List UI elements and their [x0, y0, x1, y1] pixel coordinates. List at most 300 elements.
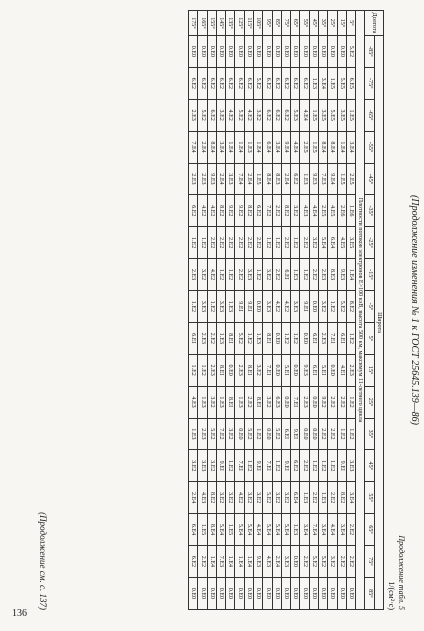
flux-value-cell: 3.E2 — [226, 482, 235, 514]
flux-value-cell: 1.E3 — [319, 482, 328, 514]
flux-value-cell: 0.E0 — [254, 291, 263, 323]
flux-value-cell: 5.E3 — [291, 99, 300, 131]
flux-value-cell: 1.E2 — [291, 227, 300, 259]
flux-value-cell: 9.E2 — [235, 195, 244, 227]
flux-value-cell: 5.E4 — [235, 514, 244, 546]
flux-value-cell: 8.E2 — [244, 195, 253, 227]
table-row — [328, 11, 337, 610]
flux-value-cell: 3.E2 — [244, 482, 253, 514]
flux-value-cell: 0.E0 — [337, 36, 346, 68]
flux-value-cell: 3.E3 — [244, 259, 253, 291]
longitude-cell: 45° — [309, 11, 318, 36]
flux-value-cell: 1.E3 — [216, 322, 225, 354]
flux-value-cell: 4.E2 — [207, 195, 216, 227]
flux-value-cell: 7.EI — [235, 450, 244, 482]
longitude-cell: 15° — [337, 11, 346, 36]
flux-value-cell: 0.E0 — [189, 36, 198, 68]
flux-value-cell: 5.E2 — [337, 291, 346, 323]
flux-value-cell: 7.E3 — [319, 163, 328, 195]
flux-value-cell: 2.E4 — [281, 163, 290, 195]
flux-value-cell: 6.E3 — [272, 386, 281, 418]
flux-value-cell: 1.E2 — [254, 259, 263, 291]
flux-value-cell: 8.E2 — [216, 195, 225, 227]
flux-value-cell: 5.E4 — [244, 514, 253, 546]
flux-value-cell: 3.E2 — [216, 482, 225, 514]
flux-value-cell: 4.EI — [337, 354, 346, 386]
flux-value-cell: 2.E2 — [272, 259, 281, 291]
flux-value-cell: 9.EI — [337, 450, 346, 482]
longitude-cell: 125° — [235, 11, 244, 36]
flux-value-cell: 6.E2 — [263, 67, 272, 99]
longitude-cell: 95° — [263, 11, 272, 36]
flux-value-cell: 9.EI — [244, 291, 253, 323]
flux-value-cell: 1.E3 — [300, 482, 309, 514]
flux-value-cell: 4.E4 — [254, 514, 263, 546]
flux-value-cell: 1.E4 — [346, 259, 355, 291]
flux-value-cell: 2.E5 — [346, 163, 355, 195]
flux-value-cell: 6.E2 — [216, 67, 225, 99]
flux-value-cell: 1.E2 — [207, 291, 216, 323]
flux-value-cell: 8.EI — [254, 386, 263, 418]
flux-value-cell: 2.E4 — [216, 163, 225, 195]
flux-value-cell: 4.E2 — [198, 195, 207, 227]
flux-value-cell: 2.E6 — [337, 195, 346, 227]
flux-value-cell: 9.EI — [235, 291, 244, 323]
flux-value-cell: 3.E5 — [319, 99, 328, 131]
flux-value-cell: 3.E2 — [328, 546, 337, 578]
table-row — [346, 11, 355, 610]
flux-value-cell: 0.E0 — [254, 36, 263, 68]
flux-value-cell: 8.EI — [226, 386, 235, 418]
longitude-cell: 75° — [281, 11, 290, 36]
flux-value-cell: 0.E0 — [198, 36, 207, 68]
latitude-header-cell: -85° — [365, 36, 374, 68]
flux-value-cell: 6.EI — [281, 418, 290, 450]
flux-value-cell: 6.E2 — [300, 67, 309, 99]
flux-value-cell: 0.E0 — [235, 36, 244, 68]
flux-value-cell: 1.E5 — [309, 99, 318, 131]
flux-value-cell: 2.E3 — [319, 259, 328, 291]
flux-value-cell: 4.E2 — [244, 99, 253, 131]
flux-value-cell: 3.E2 — [254, 354, 263, 386]
flux-value-cell: 2.E3 — [207, 354, 216, 386]
flux-value-cell: 0.E0 — [263, 418, 272, 450]
flux-value-cell: 4.E2 — [235, 482, 244, 514]
flux-value-cell: 6.E2 — [189, 195, 198, 227]
flux-value-cell: 0.E0 — [346, 577, 355, 609]
flux-value-cell: 6.E2 — [272, 99, 281, 131]
flux-value-cell: 6.E2 — [291, 450, 300, 482]
flux-value-cell: 3.E4 — [346, 482, 355, 514]
flux-value-cell: 0.E0 — [244, 36, 253, 68]
flux-value-cell: 4.E4 — [300, 99, 309, 131]
flux-value-cell: 3.E2 — [272, 482, 281, 514]
flux-value-cell: 4.E4 — [328, 514, 337, 546]
flux-value-cell: 1.E2 — [346, 418, 355, 450]
latitude-header-cell: 75° — [365, 546, 374, 578]
flux-value-cell: 3.E3 — [263, 291, 272, 323]
flux-value-cell: 1.E4 — [244, 546, 253, 578]
longitude-cell: 65° — [291, 11, 300, 36]
flux-value-cell: 2.E2 — [235, 227, 244, 259]
flux-value-cell: 4.E2 — [226, 99, 235, 131]
flux-value-cell: 5.E2 — [254, 67, 263, 99]
flux-value-cell: 1.E5 — [337, 163, 346, 195]
flux-value-cell: 4.E4 — [309, 195, 318, 227]
flux-value-cell: 1.E5 — [328, 67, 337, 99]
flux-value-cell: 1.E2 — [272, 227, 281, 259]
flux-value-cell: 2.E3 — [235, 354, 244, 386]
table-row — [244, 11, 253, 610]
latitude-header-cell: -5° — [365, 291, 374, 323]
flux-value-cell: 2.E4 — [198, 131, 207, 163]
flux-value-cell: 2.E2 — [309, 482, 318, 514]
flux-value-cell: 3.E5 — [337, 99, 346, 131]
flux-value-cell: 0.E0 — [254, 577, 263, 609]
flux-value-cell: 3.E2 — [309, 227, 318, 259]
latitude-header-cell: 5° — [365, 322, 374, 354]
flux-value-cell: 9.EI — [281, 450, 290, 482]
longitude-cell: 105° — [254, 11, 263, 36]
flux-value-cell: 5.E4 — [272, 514, 281, 546]
flux-value-cell: 1.E6 — [346, 195, 355, 227]
flux-value-cell: 2.E2 — [328, 386, 337, 418]
flux-value-cell: 9.EI — [216, 450, 225, 482]
table-row — [272, 11, 281, 610]
flux-value-cell: 1.E2 — [189, 354, 198, 386]
latitude-header-cell: 65° — [365, 514, 374, 546]
flux-value-cell: 5.E4 — [281, 514, 290, 546]
flux-value-cell: 1.E2 — [300, 259, 309, 291]
flux-value-cell: 6.EI — [309, 354, 318, 386]
flux-value-cell: 0.E0 — [272, 577, 281, 609]
latitude-header-cell: -55° — [365, 131, 374, 163]
flux-value-cell: 1.E2 — [309, 450, 318, 482]
page-number: 136 — [12, 608, 27, 619]
flux-value-cell: 6.E2 — [189, 546, 198, 578]
table-subheader-row — [356, 11, 365, 610]
flux-value-cell: 1.E2 — [281, 322, 290, 354]
table-row — [291, 11, 300, 610]
flux-value-cell: 0.E0 — [300, 322, 309, 354]
flux-value-cell: 8.E4 — [328, 131, 337, 163]
flux-value-cell: 0.E0 — [300, 577, 309, 609]
flux-value-cell: 1.E3 — [189, 418, 198, 450]
flux-value-cell: 0.E0 — [207, 36, 216, 68]
flux-value-cell: 8.E3 — [272, 163, 281, 195]
flux-value-cell: 3.E2 — [263, 386, 272, 418]
flux-value-cell: 1.E4 — [207, 546, 216, 578]
flux-value-cell: 1.E5 — [309, 131, 318, 163]
longitude-cell: 155° — [207, 11, 216, 36]
flux-value-cell: 3.E2 — [263, 259, 272, 291]
flux-value-cell: 3.E2 — [189, 450, 198, 482]
flux-value-cell: 2.E2 — [272, 195, 281, 227]
flux-value-cell: 0.E0 — [216, 577, 225, 609]
flux-value-cell: 3.E2 — [254, 99, 263, 131]
flux-value-cell: 1.E2 — [244, 322, 253, 354]
flux-value-cell: 2.E3 — [189, 99, 198, 131]
flux-value-cell: 7.E4 — [235, 163, 244, 195]
flux-value-cell: 1.E4 — [235, 131, 244, 163]
longitude-cell: 5° — [346, 11, 355, 36]
table-body — [189, 11, 356, 610]
flux-value-cell: 2.E4 — [272, 546, 281, 578]
flux-value-cell: 2.E2 — [337, 386, 346, 418]
flux-value-cell: 1.E2 — [198, 354, 207, 386]
flux-value-cell: 2.E2 — [244, 386, 253, 418]
flux-value-cell: 8.EI — [244, 354, 253, 386]
flux-value-cell: 0.E0 — [291, 577, 300, 609]
rotated-page-content — [28, 10, 420, 610]
table-row — [300, 11, 309, 610]
table-row — [207, 11, 216, 610]
flux-value-cell: 2.E4 — [189, 482, 198, 514]
latitude-header-cell: 25° — [365, 386, 374, 418]
flux-value-cell: 3.E3 — [216, 291, 225, 323]
flux-value-cell: 0.E0 — [263, 36, 272, 68]
flux-value-cell: 1.E2 — [263, 227, 272, 259]
flux-value-cell: 9.E2 — [226, 195, 235, 227]
flux-value-cell: 6.E2 — [254, 195, 263, 227]
flux-value-cell: 2.E2 — [300, 227, 309, 259]
flux-value-cell: 0.E0 — [272, 36, 281, 68]
table-row — [281, 11, 290, 610]
flux-value-cell: 6.E4 — [189, 514, 198, 546]
flux-value-cell: 3.E3 — [291, 291, 300, 323]
flux-value-cell: 1.E2 — [272, 450, 281, 482]
latitude-header-cell: 55° — [365, 482, 374, 514]
flux-value-cell: 1.E2 — [337, 418, 346, 450]
flux-value-cell: 0.E0 — [272, 354, 281, 386]
table-row — [216, 11, 225, 610]
flux-value-cell: 3.E2 — [207, 450, 216, 482]
longitude-column-header: Долгота — [365, 11, 384, 36]
flux-value-cell: 0.E0 — [309, 418, 318, 450]
flux-value-cell: 4.E4 — [291, 131, 300, 163]
latitude-header-cell: -45° — [365, 163, 374, 195]
flux-value-cell: 0.E0 — [263, 577, 272, 609]
flux-value-cell: 9.EI — [291, 418, 300, 450]
flux-value-cell: 8.E2 — [337, 482, 346, 514]
flux-value-cell: 1.E2 — [346, 322, 355, 354]
flux-value-cell: 2.E3 — [319, 322, 328, 354]
flux-value-cell: 0.E0 — [235, 577, 244, 609]
flux-value-cell: 7.EI — [263, 450, 272, 482]
flux-value-cell: 0.E0 — [337, 577, 346, 609]
flux-value-cell: 0.E0 — [198, 577, 207, 609]
flux-value-cell: 1.E2 — [346, 386, 355, 418]
table-row — [189, 11, 198, 610]
flux-value-cell: 1.E4 — [226, 131, 235, 163]
flux-value-cell: 9.E4 — [281, 131, 290, 163]
flux-value-cell: 9.E4 — [328, 163, 337, 195]
flux-value-cell: 1.E2 — [189, 291, 198, 323]
latitude-header-cell: -35° — [365, 195, 374, 227]
flux-value-cell: 2.E2 — [337, 546, 346, 578]
flux-value-cell: 1.E3 — [198, 386, 207, 418]
flux-value-cell: 2.E3 — [198, 322, 207, 354]
flux-value-cell: 2.E2 — [244, 227, 253, 259]
flux-value-cell: 6.E2 — [207, 67, 216, 99]
flux-value-cell: 5.E5 — [337, 67, 346, 99]
flux-value-cell: 9.E3 — [337, 259, 346, 291]
flux-value-cell: 5.EI — [281, 354, 290, 386]
flux-value-cell: 2.E3 — [300, 386, 309, 418]
flux-value-cell: 1.E2 — [244, 450, 253, 482]
flux-value-cell: 4.E5 — [328, 195, 337, 227]
flux-value-cell: 2.E2 — [254, 227, 263, 259]
flux-value-cell: 1.E3 — [216, 386, 225, 418]
flux-value-cell: 2.E2 — [235, 259, 244, 291]
flux-value-cell: 8.E3 — [328, 259, 337, 291]
flux-value-cell: 1.E5 — [226, 514, 235, 546]
latitude-header-cell: 45° — [365, 450, 374, 482]
flux-value-cell: 4.E3 — [198, 482, 207, 514]
flux-value-cell: 0.E0 — [328, 354, 337, 386]
flux-value-cell: 0.E0 — [226, 354, 235, 386]
flux-value-cell: 3.E4 — [319, 514, 328, 546]
flux-value-cell: 3.E2 — [198, 259, 207, 291]
flux-value-cell: 2.E2 — [309, 259, 318, 291]
flux-value-cell: 1.E4 — [254, 131, 263, 163]
flux-value-cell: 3.E4 — [319, 67, 328, 99]
flux-value-cell: 2.E5 — [319, 195, 328, 227]
flux-value-cell: 8.E4 — [207, 131, 216, 163]
flux-value-cell: 0.E0 — [300, 36, 309, 68]
flux-value-cell: 6.E2 — [291, 67, 300, 99]
flux-value-cell: 3.E2 — [281, 482, 290, 514]
flux-value-cell: 5.E2 — [235, 99, 244, 131]
table-row — [254, 11, 263, 610]
flux-value-cell: 0.E0 — [300, 418, 309, 450]
flux-value-cell: 9.EI — [254, 450, 263, 482]
flux-value-cell: 9.E2 — [319, 386, 328, 418]
flux-value-cell: 5.E2 — [263, 482, 272, 514]
table-row — [319, 11, 328, 610]
flux-value-cell: 2.E3 — [346, 354, 355, 386]
flux-value-cell: 3.E3 — [226, 163, 235, 195]
flux-value-cell: 2.E3 — [189, 259, 198, 291]
flux-value-cell: 5.E4 — [216, 514, 225, 546]
flux-value-cell: 0.E0 — [272, 322, 281, 354]
flux-value-cell: 3.E4 — [272, 131, 281, 163]
flux-value-cell: 0.E0 — [226, 36, 235, 68]
flux-value-cell: 4.E3 — [263, 546, 272, 578]
flux-value-cell: 6.E2 — [244, 67, 253, 99]
flux-value-cell: 0.E0 — [216, 36, 225, 68]
latitude-header-cell: 85° — [365, 577, 374, 609]
document-header: (Продолжение изменения № 1 к ГОСТ 25645.139—86) — [409, 195, 420, 425]
flux-value-cell: 1.E4 — [337, 131, 346, 163]
flux-value-cell: 2.E2 — [300, 450, 309, 482]
flux-value-cell: 5.E2 — [319, 546, 328, 578]
flux-value-cell: 8.E4 — [207, 514, 216, 546]
flux-value-cell: 5.E5 — [328, 99, 337, 131]
flux-value-cell: 2.E4 — [244, 163, 253, 195]
flux-value-cell: 3.E3 — [346, 450, 355, 482]
flux-value-cell: 8.EI — [263, 322, 272, 354]
latitude-header-cell: -75° — [365, 67, 374, 99]
flux-value-cell: 2.E5 — [300, 131, 309, 163]
flux-value-cell: 8.E2 — [207, 482, 216, 514]
flux-value-cell: 5.E4 — [319, 227, 328, 259]
flux-value-cell: 0.E0 — [226, 577, 235, 609]
flux-value-cell: 7.EI — [263, 354, 272, 386]
flux-value-cell: 5.E2 — [346, 36, 355, 68]
latitude-header-cell: -65° — [365, 99, 374, 131]
flux-value-cell: 0.E0 — [244, 577, 253, 609]
table-row — [309, 11, 318, 610]
flux-value-cell: 3.E5 — [346, 227, 355, 259]
flux-value-cell: 2.E2 — [198, 546, 207, 578]
flux-value-cell: 0.E0 — [309, 386, 318, 418]
flux-value-cell: 0.E0 — [281, 386, 290, 418]
flux-value-cell: 1.E3 — [226, 291, 235, 323]
latitude-header-cell: 35° — [365, 418, 374, 450]
flux-value-cell: 7.EI — [291, 386, 300, 418]
latitude-header-row — [365, 11, 374, 610]
table-row — [198, 11, 207, 610]
flux-value-cell: 3.E2 — [216, 99, 225, 131]
longitude-cell: 165° — [198, 11, 207, 36]
flux-value-cell: 0.E0 — [207, 577, 216, 609]
flux-value-cell: 0.E0 — [281, 577, 290, 609]
flux-value-cell: 6.E2 — [207, 99, 216, 131]
flux-value-cell: 1.E2 — [254, 418, 263, 450]
latitude-header-cell: 15° — [365, 354, 374, 386]
flux-value-cell: 1.E3 — [300, 163, 309, 195]
flux-value-cell: 3.E4 — [337, 514, 346, 546]
flux-value-cell: 7.E4 — [189, 131, 198, 163]
flux-value-cell: 1.E2 — [226, 259, 235, 291]
flux-value-cell: 0.E0 — [328, 577, 337, 609]
flux-value-cell: 6.EI — [309, 322, 318, 354]
flux-value-cell: 6.EI — [281, 259, 290, 291]
flux-value-cell: 8.E2 — [346, 291, 355, 323]
flux-value-cell: 4.E3 — [189, 386, 198, 418]
flux-value-cell: 2.E2 — [346, 546, 355, 578]
flux-value-cell: 3.E4 — [346, 131, 355, 163]
longitude-cell: 115° — [244, 11, 253, 36]
flux-value-cell: 2.E2 — [319, 418, 328, 450]
flux-value-cell: 6.E2 — [198, 67, 207, 99]
flux-value-cell: 0.E0 — [309, 291, 318, 323]
flux-value-cell: 0.E0 — [235, 418, 244, 450]
flux-value-cell: 8.EI — [226, 322, 235, 354]
flux-value-cell: 6.E4 — [263, 131, 272, 163]
flux-value-cell: 1.E2 — [291, 322, 300, 354]
flux-value-cell: 6.EI — [337, 322, 346, 354]
flux-value-cell: 2.E3 — [198, 418, 207, 450]
flux-value-cell: 0.E0 — [309, 36, 318, 68]
flux-value-cell: 1.E2 — [189, 227, 198, 259]
table-row — [263, 11, 272, 610]
flux-value-cell: 0.E0 — [291, 354, 300, 386]
flux-value-cell: 5.E2 — [207, 418, 216, 450]
flux-value-cell: 3.E3 — [198, 291, 207, 323]
flux-value-cell: 3.E2 — [254, 482, 263, 514]
flux-value-cell: 2.E2 — [216, 227, 225, 259]
latitude-header-cell: -25° — [365, 227, 374, 259]
flux-value-cell: 9.E3 — [300, 354, 309, 386]
flux-value-cell: 1.E3 — [291, 514, 300, 546]
flux-value-cell: 1.E5 — [254, 163, 263, 195]
latitude-header-cell: -15° — [365, 259, 374, 291]
flux-value-cell: 5.E2 — [244, 418, 253, 450]
flux-value-cell: 1.E2 — [328, 291, 337, 323]
flux-value-cell: 4.E2 — [207, 259, 216, 291]
